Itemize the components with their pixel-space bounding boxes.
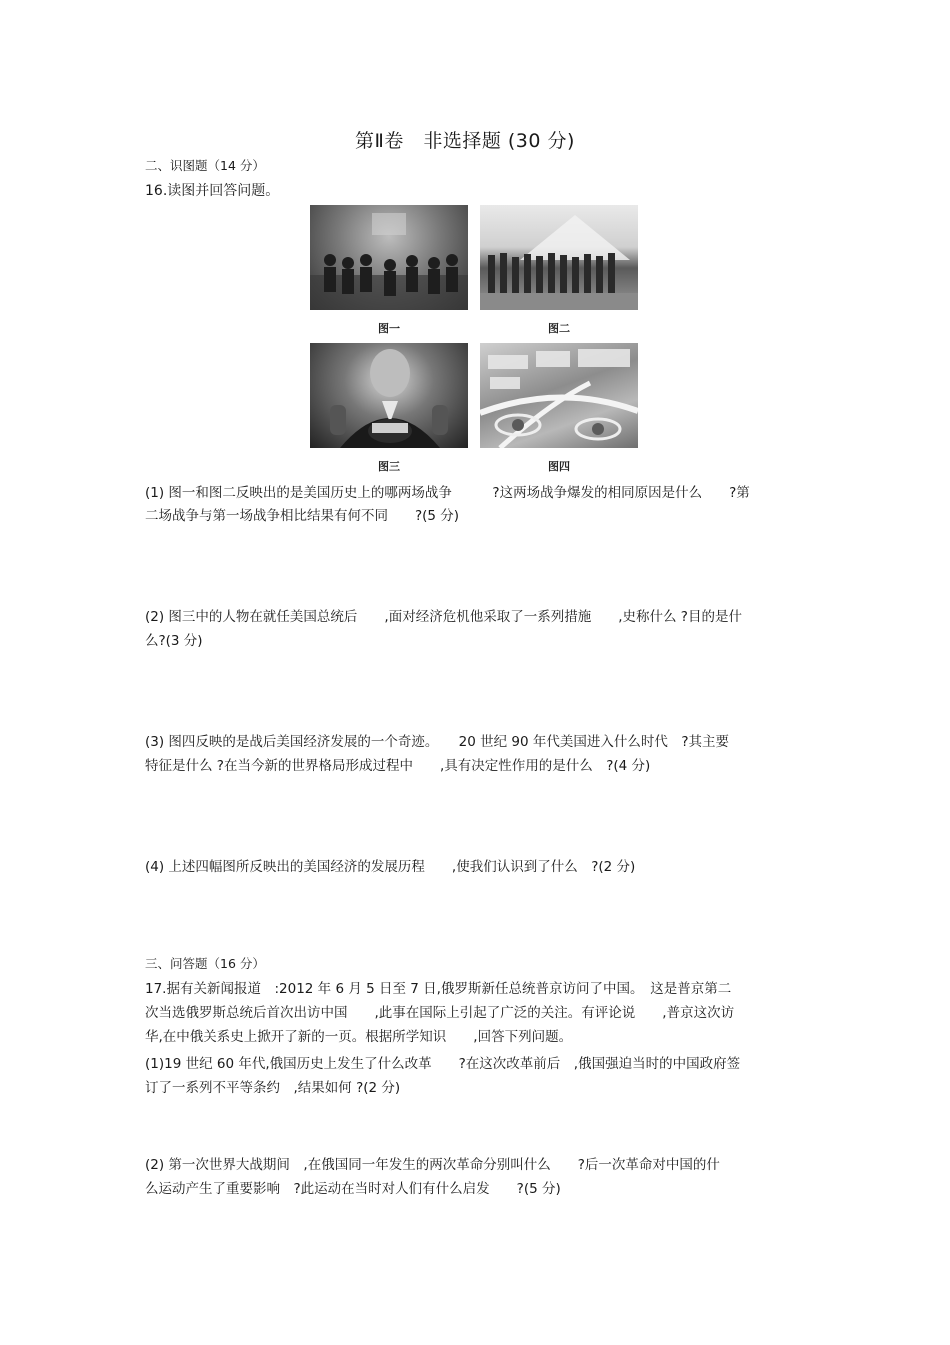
section-heading-2: 二、识图题（14 分） [145, 158, 265, 173]
q17-sub2-line1: (2) 第一次世界大战期间 ,在俄国同一年发生的两次革命分别叫什么 ?后一次革命对中国的什 [145, 1157, 720, 1173]
q16-sub1-line2: 二场战争与第一场战争相比结果有何不同 ?(5 分) [145, 508, 460, 524]
figure-1-image [310, 205, 468, 310]
figure-2-caption: 图二 [548, 322, 570, 335]
q16-sub3-line1: (3) 图四反映的是战后美国经济发展的一个奇迹。 20 世纪 90 年代美国进入什么时代 ?其主要 [145, 734, 730, 750]
page-title: 第Ⅱ卷 非选择题 (30 分) [355, 130, 575, 152]
figure-4-image [480, 343, 638, 448]
figure-4-caption: 图四 [548, 460, 570, 473]
q16-sub2-line2: 么?(3 分) [145, 633, 203, 649]
figure-3-caption: 图三 [378, 460, 400, 473]
figure-1-caption: 图一 [378, 322, 400, 335]
figure-3-image [310, 343, 468, 448]
q17-sub1-line2: 订了一系列不平等条约 ,结果如何 ?(2 分) [145, 1080, 401, 1096]
question-17-line1: 17.据有关新闻报道 :2012 年 6 月 5 日至 7 日,俄罗斯新任总统普京访问了中国。 这是普京第二 [145, 981, 732, 997]
question-17-line3: 华,在中俄关系史上掀开了新的一页。根据所学知识 ,回答下列问题。 [145, 1029, 573, 1045]
q16-sub2-line1: (2) 图三中的人物在就任美国总统后 ,面对经济危机他采取了一系列措施 ,史称什么 ?目的是什 [145, 609, 742, 625]
q17-sub2-line2: 么运动产生了重要影响 ?此运动在当时对人们有什么启发 ?(5 分) [145, 1181, 561, 1197]
q16-sub1-line1: (1) 图一和图二反映出的是美国历史上的哪两场战争 ?这两场战争爆发的相同原因是什么 ?第 [145, 485, 750, 501]
q16-sub3-line2: 特征是什么 ?在当今新的世界格局形成过程中 ,具有决定性作用的是什么 ?(4 分) [145, 758, 651, 774]
question-16: 16.读图并回答问题。 [145, 183, 280, 199]
question-17-line2: 次当选俄罗斯总统后首次出访中国 ,此事在国际上引起了广泛的关注。有评论说 ,普京这次访 [145, 1005, 735, 1021]
figure-2-image [480, 205, 638, 310]
section-heading-3: 三、问答题（16 分） [145, 956, 265, 971]
q16-sub4-line1: (4) 上述四幅图所反映出的美国经济的发展历程 ,使我们认识到了什么 ?(2 分) [145, 859, 636, 875]
q17-sub1-line1: (1)19 世纪 60 年代,俄国历史上发生了什么改革 ?在这次改革前后 ,俄国强迫当时的中国政府签 [145, 1056, 741, 1072]
figure-grid [310, 205, 638, 473]
